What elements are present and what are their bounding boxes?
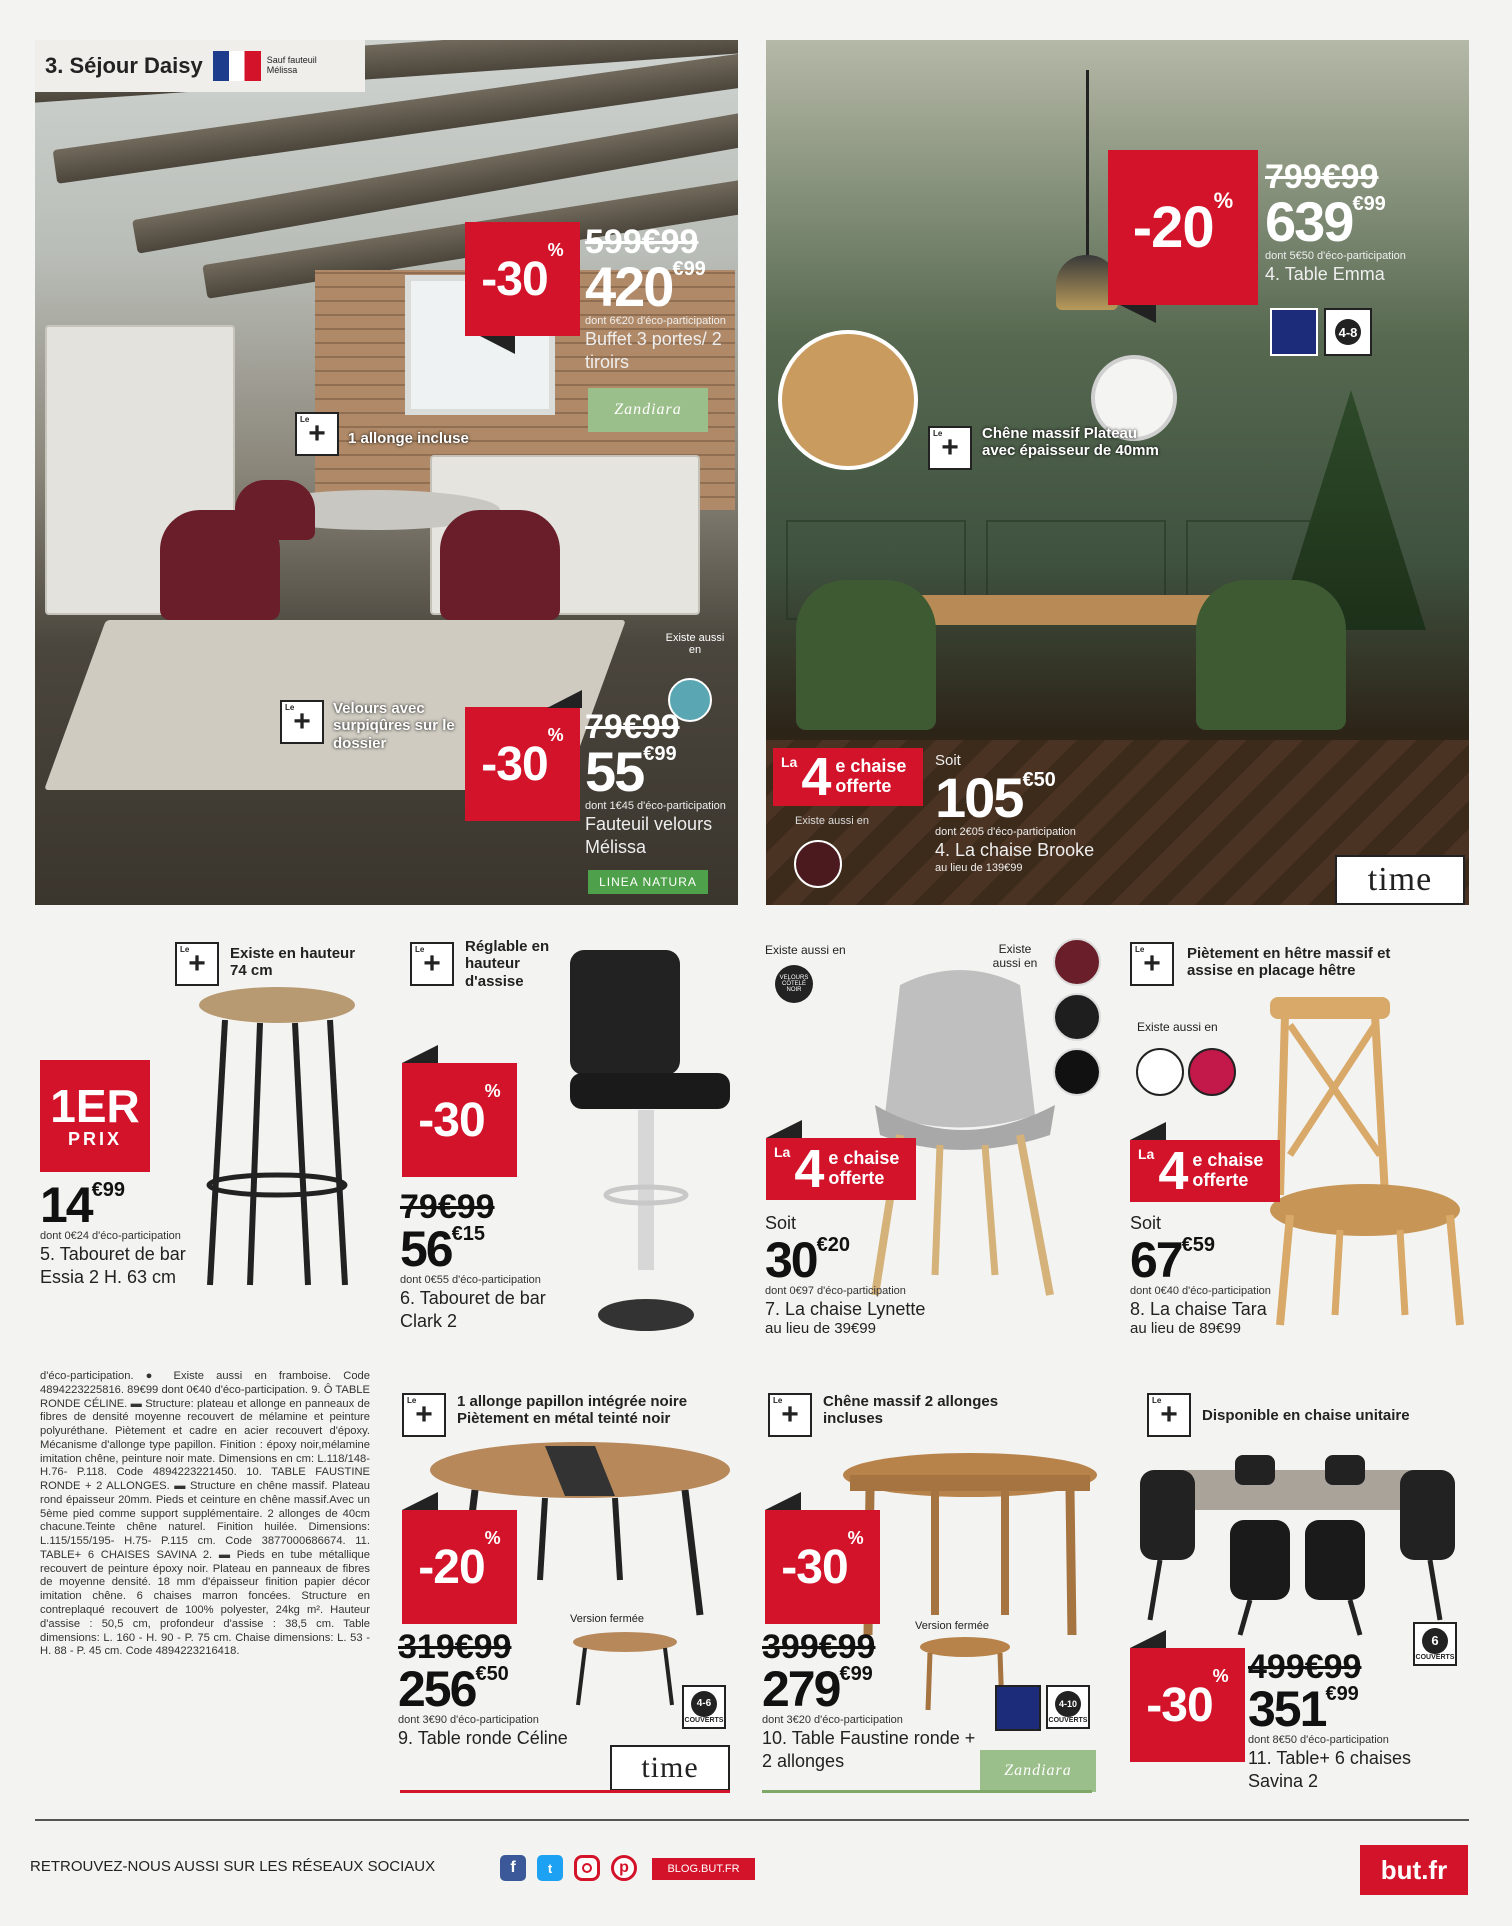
new-price: 105 xyxy=(935,766,1023,829)
table-savina-image xyxy=(1130,1450,1465,1640)
couverts-number: 6 xyxy=(1422,1628,1448,1654)
section-title-box xyxy=(35,40,365,92)
reference-price: au lieu de 139€99 xyxy=(935,861,1023,874)
discount-value: -20 xyxy=(418,1540,485,1594)
offer-badge-lynette xyxy=(766,1138,916,1200)
badge-fold xyxy=(1120,305,1156,323)
product-name: 9. Table ronde Céline xyxy=(398,1728,568,1749)
percent-sign: % xyxy=(847,1528,864,1548)
plus-icon: Le + xyxy=(1147,1393,1191,1437)
discount-value: -30 xyxy=(781,1540,848,1594)
product-name: 7. La chaise Lynette xyxy=(765,1298,926,1319)
color-swatch-white xyxy=(1136,1048,1184,1096)
feature-reglable: Réglable en hauteur d'assise xyxy=(465,938,550,990)
new-price: 420 xyxy=(585,255,673,318)
eco-participation: dont 0€24 d'éco-participation xyxy=(40,1230,181,1242)
discount-value: -30 xyxy=(418,1093,485,1147)
instagram-icon[interactable] xyxy=(574,1855,600,1881)
tabouret-essia-image xyxy=(190,985,365,1295)
product-name: Buffet 3 portes/ 2 tiroirs xyxy=(585,329,722,372)
new-price: 351 xyxy=(1248,1681,1326,1737)
brand-logo-linea-natura: LINEA NATURA xyxy=(588,870,708,894)
product-name: 5. Tabouret de bar Essia 2 H. 63 cm xyxy=(40,1244,186,1287)
badge-fold xyxy=(765,1492,801,1510)
old-price: 599€99 xyxy=(585,223,699,261)
discount-value: -30 xyxy=(481,737,548,791)
new-price: 30 xyxy=(765,1231,817,1288)
french-flag-icon xyxy=(213,51,261,81)
old-price: 79€99 xyxy=(400,1188,495,1226)
percent-sign: % xyxy=(1212,1666,1229,1686)
existe-aussi-label: Existe aussi en xyxy=(992,942,1038,971)
discount-badge-buffet xyxy=(465,222,580,336)
plus-icon: Le + xyxy=(175,942,219,986)
plus-icon: Le + xyxy=(1130,942,1174,986)
wood-detail-circle xyxy=(778,330,918,470)
feature-hauteur: Existe en hauteur 74 cm xyxy=(230,945,356,980)
old-price: 499€99 xyxy=(1248,1648,1362,1686)
eco-participation: dont 3€90 d'éco-participation xyxy=(398,1714,539,1726)
percent-sign: % xyxy=(484,1528,501,1548)
price-tabouret-essia: $14^{€99}$ dont 0€24 d'éco-participation 5. Tabouret de bar Essia 2 H. 63 cm xyxy=(40,1180,190,1288)
price-table-emma: 799€99 $639^{€99}$ dont 5€50 d'éco-participation 4. Table Emma xyxy=(1265,160,1415,286)
new-price: 256 xyxy=(398,1661,476,1717)
velours-cotele-icon: VELOURS CÔTELÉ NOIR xyxy=(775,965,813,1003)
product-name: 8. La chaise Tara xyxy=(1130,1298,1267,1319)
origin-note: Sauf fauteuil Mélissa xyxy=(266,55,317,75)
discount-badge-clark xyxy=(402,1063,517,1177)
fabrication-europe-icon xyxy=(995,1685,1041,1731)
feature-allonge-papillon: 1 allonge papillon intégrée noire Piètement en métal teinté noir xyxy=(457,1393,688,1428)
green-velvet-chair xyxy=(796,580,936,730)
new-price: 279 xyxy=(762,1661,840,1717)
plus-icon: Le + xyxy=(928,426,972,470)
twitter-icon[interactable]: t xyxy=(537,1855,563,1881)
badge-fold xyxy=(480,336,515,354)
price-cents: 15 xyxy=(462,1223,485,1245)
feature-allonge: 1 allonge incluse xyxy=(348,430,469,447)
percent-sign: % xyxy=(1213,188,1234,213)
price-chaise-brooke: Soit $105^{€50}$ dont 2€05 d'éco-participation 4. La chaise Brooke au lieu de 139€99 xyxy=(935,752,1165,875)
price-cents: 99 xyxy=(683,258,706,280)
new-price: 14 xyxy=(40,1177,92,1233)
offer-la: La xyxy=(781,754,798,770)
discount-badge-faustine xyxy=(765,1510,880,1624)
price-table-celine: 319€99 $256^{€50}$ dont 3€90 d'éco-participation 9. Table ronde Céline xyxy=(398,1630,598,1750)
offer-text: offerte xyxy=(835,776,892,796)
price-cents: 99 xyxy=(1363,193,1386,215)
offer-la: La xyxy=(1138,1146,1155,1162)
color-swatch-black xyxy=(1053,993,1101,1041)
price-cents: 50 xyxy=(1033,769,1056,791)
reference-price: au lieu de 89€99 xyxy=(1130,1320,1241,1338)
badge-fold xyxy=(766,1120,802,1138)
brand-logo-zandiara: Zandiara xyxy=(588,388,708,432)
offer-text: offerte xyxy=(1192,1170,1249,1190)
discount-value: -30 xyxy=(1146,1678,1213,1732)
price-cents: 99 xyxy=(654,743,677,765)
eco-participation: dont 8€50 d'éco-participation xyxy=(1248,1734,1389,1746)
feature-chaise-unitaire: Disponible en chaise unitaire xyxy=(1202,1407,1410,1424)
premier-prix-badge xyxy=(40,1060,150,1172)
feature-hetre: Piètement en hêtre massif et assise en placage hêtre xyxy=(1187,945,1391,980)
discount-badge-celine xyxy=(402,1510,517,1624)
badge-bottom: PRIX xyxy=(67,1128,122,1149)
brand-logo-time: time xyxy=(610,1745,730,1791)
product-name: 4. La chaise Brooke xyxy=(935,840,1095,861)
existe-aussi-label: Existe aussi en xyxy=(1137,1020,1218,1034)
offer-text: e chaise xyxy=(1192,1150,1264,1171)
eco-participation: dont 5€50 d'éco-participation xyxy=(1265,250,1406,262)
price-tabouret-clark: 79€99 $56^{€15}$ dont 0€55 d'éco-participation 6. Tabouret de bar Clark 2 xyxy=(400,1190,580,1332)
green-velvet-chair xyxy=(1196,580,1346,730)
legal-text: d'éco-participation. ● Existe aussi en framboise. Code 4894223225816. 89€99 dont 0€40 d'éco-participation. 9. Ô TABLE RONDE CÉLINE. ▬ Structure: plateau et allonge en panneaux de fibres de densité moyenne recouvert de mélamine et peinture polyuréthane. Piètement et cadre en acier recouvert d'époxy. Mécanisme d'allonge type papillon. Finition : époxy noir,mélamine imitation chêne, peinture noir mate. Dimensions en cm: L.118/148- H.76- P.118. Code 4894223221450. 10. TABLE FAUSTINE RONDE + 2 ALLONGES. ▬ Structure en chêne massif. Plateau rond épaisseur 20mm. Pieds et ceinture en chêne massif.Avec un 5ème pied comme support supplémentaire. 2 allonges de 40cm chacune.Teinte chêne naturel. Finition huilée. Dimensions: L.115/155/195- H.75- P.115 cm. Code 3877000686674. 11. TABLE+ 6 CHAISES SAVINA 2. ▬ Pieds en tube métallique recouvert de peinture époxy noir. Plateau en panneaux de fibres de moyenne densité. 18 mm d'épaisseur finition papier décor imitation chêne. 6 chaises marron foncées. Structure en contreplaqué recouvert de 100% polyester, 24kg m². Hauteur d'assise : 50,5 cm, profondeur d'assise : 38,5 cm. Table dimensions: L. 160 - H. 90 - P. 75 cm. Chaise dimensions: L. 53 - H. 88 - P. 45 cm. Code 4894223216418. xyxy=(40,1370,370,1658)
couverts-number: 4-10 xyxy=(1055,1691,1081,1717)
feature-chene-massif: Chêne massif Plateau avec épaisseur de 40mm xyxy=(982,425,1159,460)
soit-label: Soit xyxy=(935,752,961,769)
price-cents: 99 xyxy=(102,1179,125,1201)
product-name: 11. Table+ 6 chaises Savina 2 xyxy=(1248,1748,1411,1791)
existe-aussi-label: Existe aussi en xyxy=(795,815,869,827)
price-table-faustine: 399€99 $279^{€99}$ dont 3€20 d'éco-participation 10. Table Faustine ronde + 2 allonges xyxy=(762,1630,982,1772)
new-price: 639 xyxy=(1265,190,1353,253)
brand-logo-time: time xyxy=(1335,855,1465,905)
site-logo-but[interactable]: but.fr xyxy=(1360,1845,1468,1895)
pendant-cord xyxy=(1086,70,1089,280)
discount-value: -20 xyxy=(1132,195,1214,260)
discount-value: -30 xyxy=(481,252,548,306)
badge-top: 1ER xyxy=(50,1079,140,1132)
badge-fold xyxy=(402,1492,438,1510)
old-price: 799€99 xyxy=(1265,158,1379,196)
badge-fold xyxy=(402,1045,438,1063)
divider-green xyxy=(762,1790,1092,1793)
plus-icon: Le + xyxy=(280,700,324,744)
offer-la: La xyxy=(774,1144,791,1160)
offer-badge-brooke xyxy=(773,748,923,806)
version-fermee-label: Version fermée xyxy=(915,1620,989,1632)
velvet-chair xyxy=(440,510,560,620)
eco-participation: dont 3€20 d'éco-participation xyxy=(762,1714,903,1726)
pinterest-icon[interactable]: p xyxy=(611,1855,637,1881)
eco-participation: dont 0€55 d'éco-participation xyxy=(400,1274,541,1286)
plus-icon: Le + xyxy=(295,412,339,456)
velvet-chair xyxy=(235,480,315,540)
fabrication-europe-icon xyxy=(1270,308,1318,356)
old-price: 399€99 xyxy=(762,1628,876,1666)
offer-text: offerte xyxy=(828,1168,885,1188)
reference-price: au lieu de 39€99 xyxy=(765,1320,876,1338)
color-swatch-burgundy xyxy=(794,840,842,888)
offer-text: e chaise xyxy=(828,1148,900,1169)
section-title: 3. Séjour Daisy xyxy=(45,53,203,78)
price-buffet: 599€99 $420^{€99}$ dont 6€20 d'éco-participation Buffet 3 portes/ 2 tiroirs xyxy=(585,225,745,373)
version-fermee-label: Version fermée xyxy=(570,1613,644,1625)
discount-badge-fauteuil xyxy=(465,707,580,821)
price-cents: 99 xyxy=(1336,1683,1359,1705)
couverts-label: COUVERTS xyxy=(1415,1653,1455,1661)
offer-number: 4 xyxy=(794,1139,825,1199)
plus-icon: Le + xyxy=(402,1393,446,1437)
feature-chene-allonges: Chêne massif 2 allonges incluses xyxy=(823,1393,999,1428)
eco-participation: dont 6€20 d'éco-participation xyxy=(585,315,726,327)
eco-participation: dont 1€45 d'éco-participation xyxy=(585,800,726,812)
badge-fold xyxy=(547,690,582,708)
table-celine-closed-image xyxy=(570,1630,680,1710)
new-price: 56 xyxy=(400,1221,452,1277)
price-cents: 20 xyxy=(827,1233,850,1256)
footer-divider xyxy=(35,1819,1469,1821)
discount-badge-savina xyxy=(1130,1648,1245,1762)
couverts-icon: 4-8 xyxy=(1324,308,1372,356)
blog-link[interactable]: BLOG.BUT.FR xyxy=(652,1858,755,1880)
color-swatch-raspberry xyxy=(1188,1048,1236,1096)
soit-label: Soit xyxy=(1130,1213,1162,1233)
price-cents: 59 xyxy=(1192,1233,1215,1256)
tabouret-clark-image xyxy=(560,945,735,1340)
product-name: 4. Table Emma xyxy=(1265,264,1385,285)
color-swatch-burgundy xyxy=(1053,938,1101,986)
eco-participation: dont 2€05 d'éco-participation xyxy=(935,826,1076,838)
discount-badge-table-emma xyxy=(1108,150,1258,305)
price-chaise-lynette: Soit $30^{€20}$ dont 0€97 d'éco-participation 7. La chaise Lynette au lieu de 39€99 xyxy=(765,1212,975,1339)
soit-label: Soit xyxy=(765,1213,797,1233)
old-price: 319€99 xyxy=(398,1628,512,1666)
existe-aussi-label: Existe aussi en xyxy=(765,943,846,957)
couverts-icon xyxy=(682,1685,726,1729)
couverts-label: COUVERTS xyxy=(1048,1716,1088,1724)
percent-sign: % xyxy=(547,240,564,260)
price-fauteuil: 79€99 $55^{€99}$ dont 1€45 d'éco-participation Fauteuil velours Mélissa xyxy=(585,710,745,858)
offer-badge-tara xyxy=(1130,1140,1280,1202)
divider-red xyxy=(400,1790,730,1793)
couverts-icon xyxy=(1046,1685,1090,1729)
badge-fold xyxy=(1130,1630,1166,1648)
price-table-savina: 499€99 $351^{€99}$ dont 8€50 d'éco-participation 11. Table+ 6 chaises Savina 2 xyxy=(1248,1650,1463,1792)
couverts-label: COUVERTS xyxy=(684,1716,724,1724)
new-price: 67 xyxy=(1130,1231,1182,1288)
offer-number: 4 xyxy=(1158,1141,1189,1201)
plus-icon: Le + xyxy=(768,1393,812,1437)
new-price: 55 xyxy=(585,740,644,803)
color-swatch-black xyxy=(1053,1048,1101,1096)
social-text: RETROUVEZ-NOUS AUSSI SUR LES RÉSEAUX SOCIAUX xyxy=(30,1858,436,1875)
feature-velours: Velours avec surpiqûres sur le dossier xyxy=(333,700,455,752)
couverts-number: 4-6 xyxy=(691,1691,717,1717)
old-price: 79€99 xyxy=(585,708,680,746)
product-name: 6. Tabouret de bar Clark 2 xyxy=(400,1288,546,1331)
offer-number: 4 xyxy=(801,747,832,807)
offer-text: e chaise xyxy=(835,756,907,777)
eco-participation: dont 0€97 d'éco-participation xyxy=(765,1284,906,1297)
eco-participation: dont 0€40 d'éco-participation xyxy=(1130,1284,1271,1297)
badge-fold xyxy=(1130,1122,1166,1140)
price-cents: 99 xyxy=(850,1663,873,1685)
percent-sign: % xyxy=(484,1081,501,1101)
price-chaise-tara: Soit $67^{€59}$ dont 0€40 d'éco-participation 8. La chaise Tara au lieu de 89€99 xyxy=(1130,1212,1340,1339)
brand-logo-zandiara: Zandiara xyxy=(980,1750,1096,1792)
product-name: Fauteuil velours Mélissa xyxy=(585,814,713,857)
existe-aussi-label: Existe aussi en xyxy=(665,632,725,657)
price-cents: 50 xyxy=(486,1663,509,1685)
product-name: 10. Table Faustine ronde + 2 allonges xyxy=(762,1728,976,1771)
percent-sign: % xyxy=(547,725,564,745)
plus-icon: Le + xyxy=(410,942,454,986)
facebook-icon[interactable]: f xyxy=(500,1855,526,1881)
